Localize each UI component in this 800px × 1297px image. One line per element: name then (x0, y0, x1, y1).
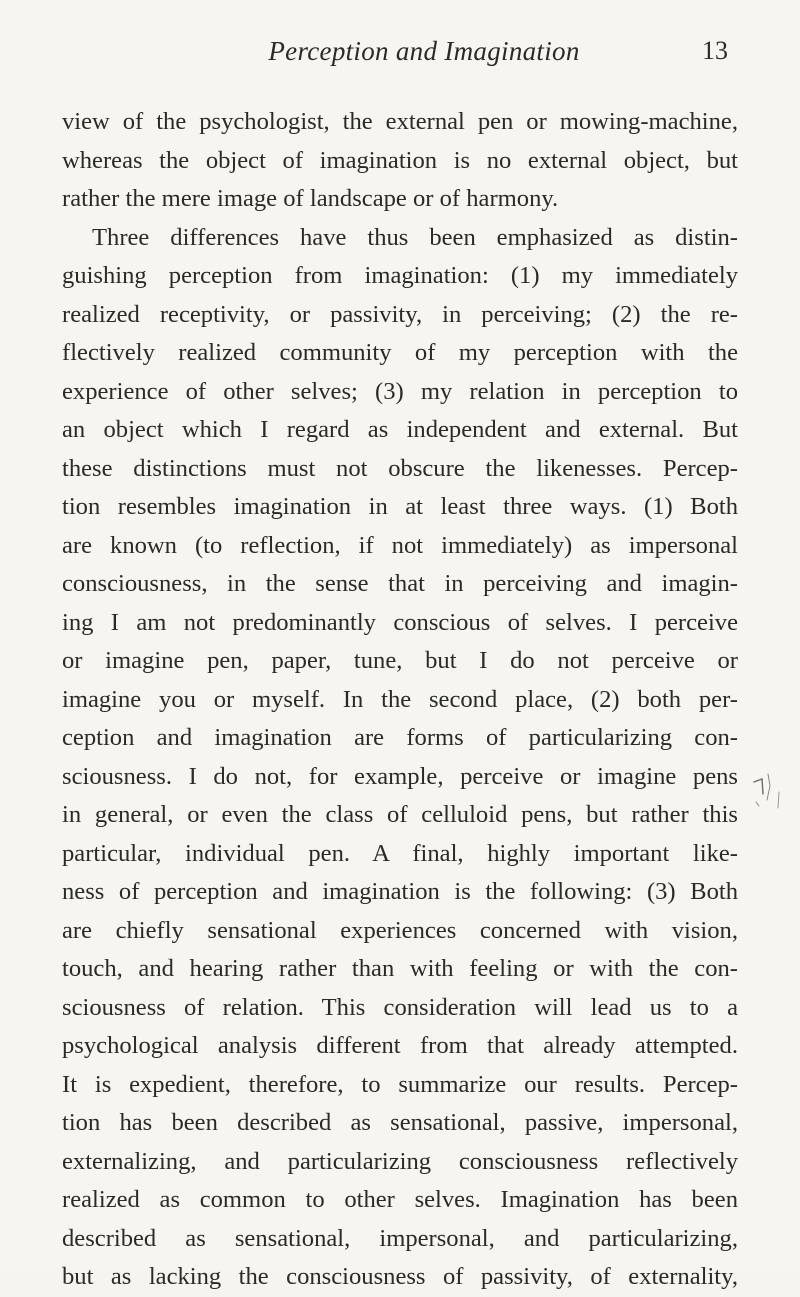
text-line: but as lacking the consciousness of passivity, of externality, (62, 1263, 738, 1290)
text-line: realized receptivity, or passivity, in perceiving; (2) the re- (62, 300, 738, 328)
margin-pencil-mark-icon (752, 770, 792, 810)
page-number: 13 (702, 36, 728, 65)
text-line: touch, and hearing rather than with feeling or with the con- (62, 955, 738, 982)
text-line: these distinctions must not obscure the likenesses. Percep- (62, 454, 738, 482)
text-line: view of the psychologist, the external pen or mowing-machine, (62, 108, 738, 135)
text-line: externalizing, and particularizing consciousness reflectively (62, 1147, 738, 1175)
text-line: sciousness. I do not, for example, perceive or imagine pens (62, 762, 738, 790)
body-text (62, 103, 738, 1297)
text-line: particular, individual pen. A final, highly important like- (62, 839, 738, 867)
text-line: psychological analysis different from that already attempted. (62, 1032, 738, 1059)
text-line: flectively realized community of my perception with the (62, 339, 738, 366)
text-line: are known (to reflection, if not immediately) as impersonal (62, 531, 738, 559)
text-line: are chiefly sensational experiences concerned with vision, (62, 916, 738, 944)
text-line: ness of perception and imagination is the following: (3) Both (62, 878, 738, 905)
text-line: rather the mere image of landscape or of harmony. (62, 185, 559, 212)
text-line: or imagine pen, paper, tune, but I do not perceive or (62, 647, 738, 674)
running-title: Perception and Imagination (268, 36, 580, 66)
running-head (118, 36, 730, 80)
text-line: tion has been described as sensational, passive, impersonal, (62, 1109, 738, 1136)
text-line: It is expedient, therefore, to summarize our results. Percep- (62, 1070, 738, 1098)
text-line: imagine you or myself. In the second place, (2) both per- (62, 685, 738, 713)
text-line: consciousness, in the sense that in perceiving and imagin- (62, 570, 738, 597)
text-line: ing I am not predominantly conscious of selves. I perceive (62, 608, 738, 636)
text-line: tion resembles imagination in at least three ways. (1) Both (62, 493, 738, 520)
text-line: sciousness of relation. This consideration will lead us to a (62, 993, 738, 1021)
text-line: in general, or even the class of celluloid pens, but rather this (62, 801, 738, 828)
text-line: described as sensational, impersonal, and particularizing, (62, 1224, 738, 1252)
text-line: ception and imagination are forms of particularizing con- (62, 724, 738, 751)
text-line: realized as common to other selves. Imagination has been (62, 1186, 738, 1213)
text-line: an object which I regard as independent and external. But (62, 416, 738, 443)
text-line: Three differences have thus been emphasized as distin- (92, 223, 738, 251)
text-line: experience of other selves; (3) my relation in perception to (62, 377, 738, 405)
text-line: whereas the object of imagination is no external object, but (62, 146, 738, 174)
text-line: guishing perception from imagination: (1) my immediately (62, 262, 738, 289)
